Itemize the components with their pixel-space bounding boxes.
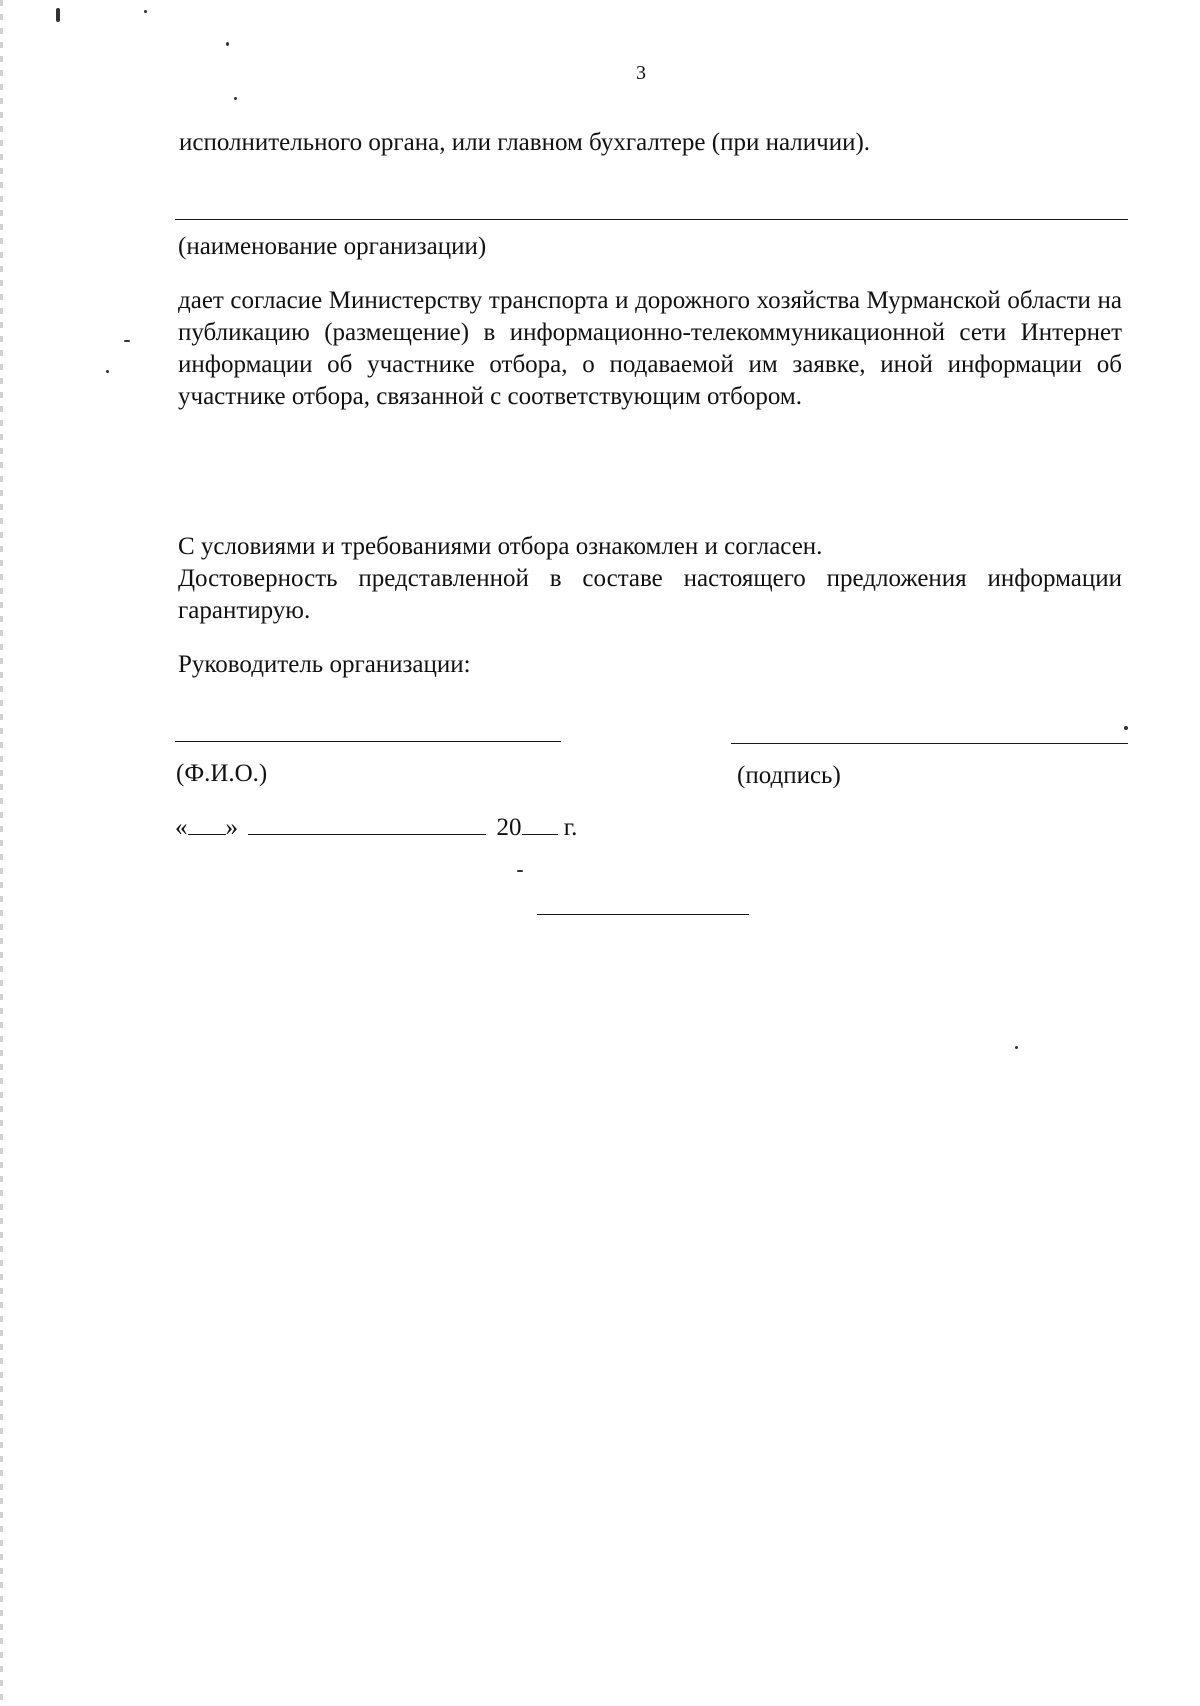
fio-caption: (Ф.И.О.) [176,760,268,787]
head-of-organization-label: Руководитель организации: [178,651,471,678]
org-name-caption: (наименование организации) [178,233,487,260]
date-open-quote: « [175,814,188,841]
year-century: 20 [496,814,522,841]
scan-speck [144,10,147,13]
scan-speck [124,340,130,342]
scan-speck [226,42,229,46]
year-suffix: г. [563,814,578,841]
scan-speck [1015,1046,1018,1049]
page-number: 3 [636,62,646,84]
scan-speck [106,370,109,373]
scan-speck [234,97,237,100]
end-of-document-line [537,914,749,915]
consent-paragraph: дает согласие Министерству транспорта и дорожного хозяйства Мурманской области на публикацию (размещение) в информационно-телекоммуникационной сети Интернет информации об участнике отбора, о подаваемой им заявке, иной информации об участнике отбора, связанной с соответствующим отбором. [178,287,1122,410]
day-blank [188,812,226,835]
date-close-quote: » [225,814,238,841]
scan-speck [517,870,523,872]
date-line [175,812,577,844]
guarantee-statement: Достоверность представленной в составе настоящего предложения информации гарантирую. [178,565,1122,624]
signature-caption: (подпись) [737,762,841,789]
scan-edge-artifact [0,0,3,1706]
org-name-blank-line [175,219,1128,220]
fio-blank-line [175,741,561,742]
year-blank [522,812,558,835]
signature-blank-line [731,743,1128,744]
acknowledge-statement: С условиями и требованиями отбора ознакомлен и согласен. [178,533,823,560]
continuation-text: исполнительного органа, или главном бухгалтере (при наличии). [179,129,871,156]
scan-speck [56,8,60,22]
month-blank [248,812,486,835]
scan-speck [1124,726,1128,730]
